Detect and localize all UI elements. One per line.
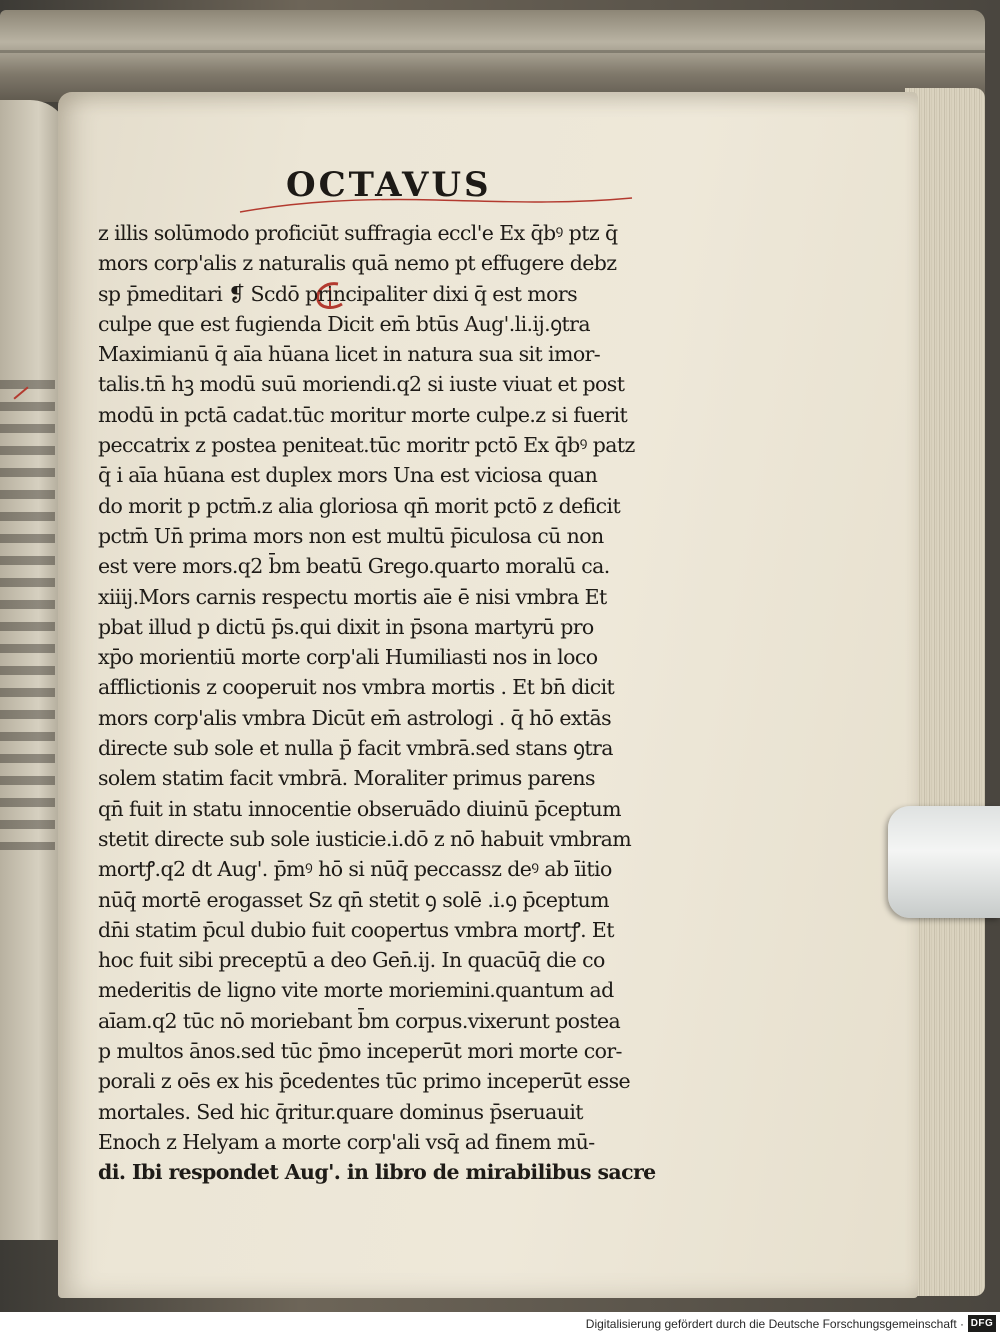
text-line: modū in pctā cadat.tūc moritur morte culpe.z si fuerit [98,402,628,427]
text-line: culpe que est fugienda Dicit em̄ btūs Aug'.li.ij.ꝯtra [98,311,590,336]
text-line: z illis solūmodo proficiūt suffragia eccl'e Ex q̄bꝰ ptz q̄ [98,221,618,245]
text-line: mortales. Sed hic q̄ritur.quare dominus p̄seruauit [98,1099,583,1124]
digitization-credit: Digitalisierung gefördert durch die Deutsche Forschungsgemeinschaft · [585,1317,964,1331]
text-line: est vere mors.q2 b̄m beatū Grego.quarto moralū ca. [98,554,610,579]
text-block [98,218,888,1188]
text-line: mederitis de ligno vite morte moriemini.quantum ad [98,978,614,1003]
text-line: talis.tn̄ hꝫ modū suū moriendi.q2 si iuste viuat et post [98,372,625,397]
book-top-edge [0,10,985,102]
text-line: porali z oēs ex his p̄cedentes tūc primo inceperūt esse [98,1069,631,1094]
text-line: pctm̄ Un̄ prima mors non est multū p̄iculosa cū non [98,523,604,548]
text-line: q̄ i aīa hūana est duplex mors Una est viciosa quan [98,463,598,488]
page-holder-clip [888,806,1000,918]
text-line: solem statim facit vmbrā. Moraliter primus parens [98,766,595,791]
text-line: xiiij.Mors carnis respectu mortis aīe ē nisi vmbra Et [98,584,607,609]
text-line: pbat illud p dictū p̄s.qui dixit in p̄sona martyrū pro [98,614,594,639]
text-line: mortꝭ.q2 dt Aug'. p̄mꝰ hō si nūq̄ peccassz deꝰ ab īitio [98,857,612,882]
text-line: p multos ānos.sed tūc p̄mo inceperūt mori morte cor- [98,1039,622,1064]
facing-page-text [0,380,55,850]
running-header: OCTAVUS [286,165,492,205]
text-line: aīam.q2 tūc nō moriebant b̄m corpus.vixerunt postea [98,1008,621,1033]
text-line: mors corp'alis vmbra Dicūt em̄ astrologi . q̄ hō extās [98,705,611,730]
text-line: hoc fuit sibi preceptū a deo Gen̄.ij. In quacūq̄ die co [98,948,605,973]
text-line: qn̄ fuit in statu innocentie obseruādo diuinū p̄ceptum [98,796,621,821]
text-line: di. Ibi respondet Aug'. in libro de mirabilibus sacre [98,1160,656,1185]
footer [0,1312,1000,1336]
text-line: directe sub sole et nulla p̄ facit vmbrā.sed stans ꝯtra [98,736,613,761]
text-line: mors corp'alis z naturalis quā nemo pt effugere debz [98,251,617,276]
text-line: Maximianū q̄ aīa hūana licet in natura sua sit imor- [98,342,601,367]
text-line: stetit directe sub sole iusticie.i.dō z nō habuit vmbram [98,826,632,851]
text-line: nūq̄ mortē erogasset Sz qn̄ stetit ꝯ solē .i.ꝯ p̄ceptum [98,887,609,912]
text-line: xp̄o morientiū morte corp'ali Humiliasti nos in loco [98,645,598,670]
dfg-logo: DFG [968,1315,996,1332]
text-line: peccatrix z postea peniteat.tūc moritr pctō Ex q̄bꝰ patz [98,433,635,458]
text-line: dn̄i statim p̄cul dubio fuit coopertus vmbra mortꝭ. Et [98,917,614,942]
text-line: sp p̄meditari ❡ Scdō principaliter dixi q̄ est mors [98,281,577,306]
text-line: Enoch z Helyam a morte corp'ali vsq̄ ad finem mū- [98,1129,595,1154]
text-line: afflictionis z cooperuit nos vmbra mortis . Et bn̄ dicit [98,675,615,700]
text-line: do morit p pctm̄.z alia gloriosa qn̄ morit pctō z deficit [98,493,621,518]
